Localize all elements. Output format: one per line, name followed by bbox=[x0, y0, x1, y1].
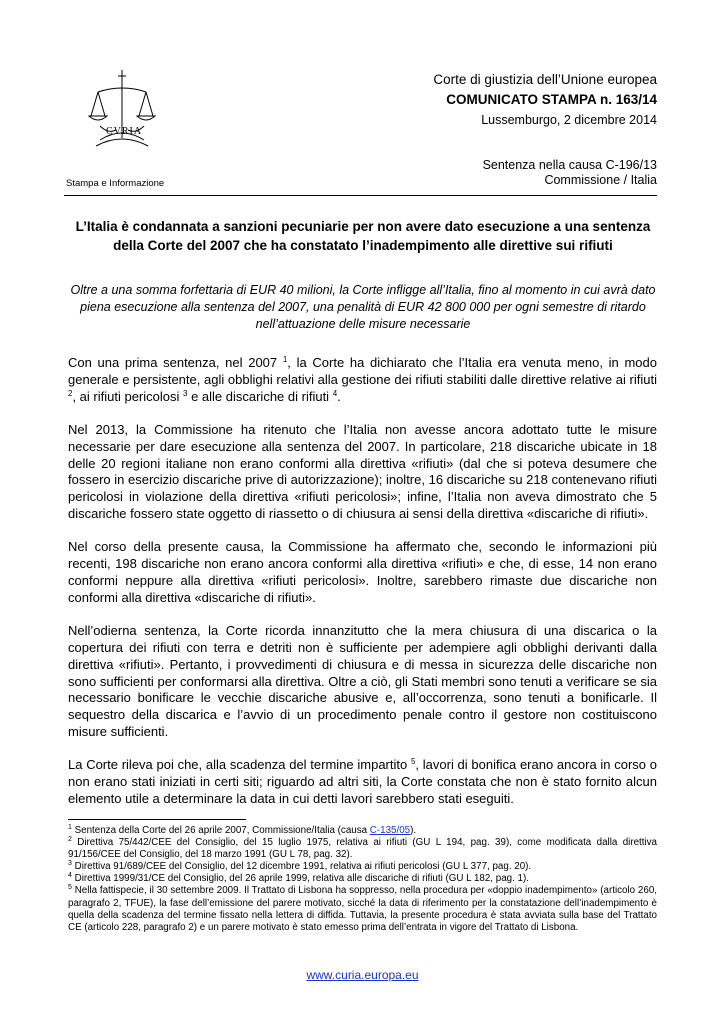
text-run: Con una prima sentenza, nel 2007 bbox=[68, 355, 283, 370]
press-release-number: COMUNICATO STAMPA n. 163/14 bbox=[446, 92, 657, 107]
case-info bbox=[483, 158, 657, 188]
footnote-ref-2[interactable]: 2 bbox=[68, 388, 73, 398]
footnotes bbox=[68, 825, 657, 934]
header-right bbox=[433, 71, 657, 128]
footnote-3 bbox=[68, 861, 657, 873]
footnote-number: 1 bbox=[68, 824, 72, 831]
paragraph-1 bbox=[68, 355, 657, 406]
paragraph-4: Nell’odierna sentenza, la Corte ricorda innanzitutto che la mera chiusura di una discarica o la copertura dei rifiuti con terra e detriti non è sufficiente per adempiere agli obblighi derivanti dalla direttiva «rifiuti». Pertanto, i provvedimenti di chiusura e di messa in sicurezza delle discariche non sono sufficienti per conformarsi alla direttiva. Oltre a ciò, gli Stati membri sono tenuti a verificare se sia necessario bonificare le vecchie discariche abusive e, all’occorrenza, sono tenuti a bonificarle. Il sequestro della discarica e l’avvio di un procedimento penale contro il gestore non costituiscono misure sufficienti. bbox=[68, 622, 657, 740]
footnote-ref-1[interactable]: 1 bbox=[282, 355, 288, 364]
text-run: e alle discariche di rifiuti bbox=[187, 388, 333, 404]
footnote-separator bbox=[68, 819, 246, 820]
case-number: Sentenza nella causa C-196/13 bbox=[482, 158, 657, 172]
footnote-text: Direttiva 75/442/CEE del Consiglio, del 15 luglio 1975, relativa ai rifiuti (GU L 194, pag. 39), come modificata dalla direttiva 91/156/CEE del Consiglio, del 18 marzo 1991 (GU L 78, pag. 32). bbox=[68, 837, 657, 861]
text-run: , la Corte ha dichiarato che l’Italia era venuta meno, in modo generale e persistente, agli obblighi relativi alla gestione dei rifiuti stabiliti dalle direttive relative ai rifiuti bbox=[68, 355, 657, 387]
department-label: Stampa e Informazione bbox=[66, 178, 165, 189]
footnote-5 bbox=[68, 885, 657, 933]
paragraph-2: Nel 2013, la Commissione ha ritenuto che l’Italia non avesse ancora adottato tutte le misure necessarie per dare esecuzione alla sentenza del 2007. In particolare, 218 discariche ubicate in 18 delle 20 regioni italiane non erano conformi alla direttiva «rifiuti» (dal che si poteva desumere che fossero in esercizio discariche prive di autorizzazione); inoltre, 16 discariche su 218 contenevano rifiuti pericolosi in violazione della direttiva «rifiuti pericolosi»; infine, l’Italia non aveva dimostrato che 5 discariche fossero state oggetto di riassetto o di chiusura ai sensi della direttiva «discariche di rifiuti». bbox=[68, 421, 657, 522]
paragraph-5 bbox=[68, 757, 657, 808]
case-parties: Commissione / Italia bbox=[544, 173, 657, 187]
headline: L’Italia è condannata a sanzioni pecuniarie per non avere dato esecuzione a una sentenza della Corte del 2007 che ha constatato l’inadempimento alle direttive sui rifiuti bbox=[75, 219, 651, 253]
logo-wordmark: CVRIA bbox=[105, 126, 143, 137]
place-date: Lussemburgo, 2 dicembre 2014 bbox=[481, 113, 657, 127]
footer bbox=[0, 968, 725, 982]
subheadline: Oltre a una somma forfettaria di EUR 40 milioni, la Corte infligge all’Italia, fino al momento in cui avrà dato piena esecuzione alla sentenza del 2007, una penalità di EUR 42 800 000 per ogni semestre di ritardo nell’attuazione delle misure necessarie bbox=[70, 283, 656, 331]
footnote-number: 5 bbox=[68, 884, 72, 892]
footnote-4 bbox=[68, 873, 657, 885]
article-body bbox=[68, 355, 657, 824]
footnote-number: 4 bbox=[68, 872, 72, 880]
footnote-text: ). bbox=[410, 825, 417, 836]
footnote-1 bbox=[68, 825, 657, 837]
footnote-ref-4[interactable]: 4 bbox=[332, 388, 338, 398]
footnote-ref-3[interactable]: 3 bbox=[183, 388, 188, 398]
curia-logo bbox=[86, 66, 158, 162]
paragraph-3: Nel corso della presente causa, la Commissione ha affermato che, secondo le informazioni più recenti, 198 discariche non erano ancora conformi alla direttiva «rifiuti» e che, di esse, 14 non erano conformi neppure alla direttiva «rifiuti pericolosi». Inoltre, sarebbero rimaste due discariche non conformi alla direttiva «discariche di rifiuti». bbox=[68, 539, 657, 605]
curia-website-link[interactable]: www.curia.europa.eu bbox=[306, 968, 419, 982]
footnote-2 bbox=[68, 837, 657, 861]
text-run: La Corte rileva poi che, alla scadenza del termine impartito bbox=[68, 757, 411, 773]
text-run: . bbox=[337, 388, 341, 404]
footnote-text: Direttiva 91/689/CEE del Consiglio, del 12 dicembre 1991, relativa ai rifiuti pericolosi (GU L 377, pag. 20). bbox=[71, 861, 532, 873]
footnote-number: 3 bbox=[68, 860, 72, 868]
header-divider bbox=[64, 195, 657, 196]
curia-scales-emblem-icon bbox=[86, 66, 158, 162]
footnote-ref-5[interactable]: 5 bbox=[410, 757, 416, 767]
footnote-text: Sentenza della Corte del 26 aprile 2007, Commissione/Italia (causa bbox=[71, 825, 370, 836]
court-name: Corte di giustizia dell’Unione europea bbox=[433, 72, 657, 87]
case-link[interactable]: C-135/05 bbox=[369, 825, 411, 836]
footnote-text: Nella fattispecie, il 30 settembre 2009. Il Trattato di Lisbona ha soppresso, nella procedura per «doppio inadempimento» (articolo 260, paragrafo 2, TFUE), la fase dell’emissione del parere motivato, sicché la data di riferimento per la constatazione dell’inadempimento è quella della scadenza del termine fissato nella lettera di diffida. Tuttavia, la presente procedura è stata avviata sulla base del Trattato CE (articolo 228, paragrafo 2) e un parere motivato è stato emesso prima dell’entrata in vigore del Trattato di Lisbona. bbox=[68, 885, 657, 933]
footnote-number: 2 bbox=[68, 836, 72, 844]
text-run: , lavori di bonifica erano ancora in corso o non erano stati iniziati in certi siti; riguardo ad altri siti, la Corte constata che non è stato fornito alcun elemento utile a determinare la data in cui detti lavori sarebbero stati eseguiti. bbox=[68, 757, 657, 806]
text-run: , ai rifiuti pericolosi bbox=[72, 388, 183, 404]
footnote-text: Direttiva 1999/31/CE del Consiglio, del 26 aprile 1999, relativa alle discariche di rifiuti (GU L 182, pag. 1). bbox=[71, 873, 529, 885]
